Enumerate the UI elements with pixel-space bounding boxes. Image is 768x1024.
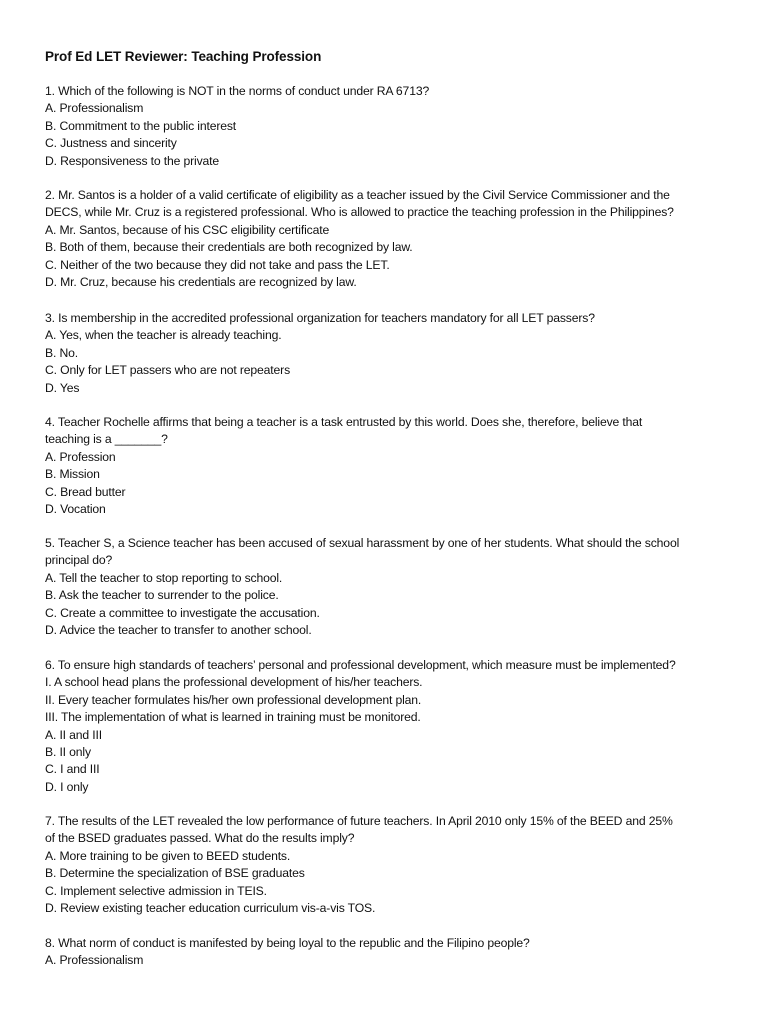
question-6-statement-2: II. Every teacher formulates his/her own professional development plan. (45, 692, 422, 707)
question-6-choice-b: B. II only (45, 745, 91, 760)
question-2-stem: 2. Mr. Santos is a holder of a valid certificate of eligibility as a teacher issued by the Civil Service Commissioner and the (45, 188, 670, 202)
question-6-choice-a: A. II and III (45, 727, 102, 742)
question-1-stem: 1. Which of the following is NOT in the norms of conduct under RA 6713? (45, 84, 430, 98)
question-8-stem: 8. What norm of conduct is manifested by being loyal to the republic and the Filipino people? (45, 936, 530, 950)
question-5-choice-b: B. Ask the teacher to surrender to the police. (45, 588, 279, 603)
question-6-stem: 6. To ensure high standards of teachers’ personal and professional development, which measure must be implemented? (45, 658, 676, 672)
question-4-choice-b: B. Mission (45, 467, 100, 482)
question-2 (45, 187, 735, 291)
question-4 (45, 414, 735, 518)
question-3-choice-b: B. No. (45, 345, 78, 360)
question-6-choice-d: D. I only (45, 779, 89, 794)
question-8-choice-a: A. Professionalism (45, 953, 144, 968)
question-2-choice-d: D. Mr. Cruz, because his credentials are recognized by law. (45, 275, 357, 290)
question-1-choice-c: C. Justness and sincerity (45, 136, 177, 151)
question-4-choice-d: D. Vocation (45, 502, 106, 517)
question-6-choice-c: C. I and III (45, 762, 100, 777)
question-5-choice-a: A. Tell the teacher to stop reporting to school. (45, 570, 283, 585)
document-title: Prof Ed LET Reviewer: Teaching Profession (45, 49, 322, 64)
question-3 (45, 310, 735, 397)
question-5 (45, 535, 735, 639)
question-4-choice-c: C. Bread butter (45, 484, 126, 499)
question-7 (45, 813, 735, 917)
question-5-stem: 5. Teacher S, a Science teacher has been accused of sexual harassment by one of her students. What should the school (45, 536, 680, 550)
question-1-choice-b: B. Commitment to the public interest (45, 118, 237, 133)
question-7-choice-d: D. Review existing teacher education curriculum vis-a-vis TOS. (45, 901, 376, 916)
question-2-choice-a: A. Mr. Santos, because of his CSC eligibility certificate (45, 222, 330, 237)
question-6 (45, 657, 735, 796)
question-3-choice-d: D. Yes (45, 380, 80, 395)
question-4-stem: 4. Teacher Rochelle affirms that being a teacher is a task entrusted by this world. Does she, therefore, believe that (45, 415, 643, 429)
question-2-choice-c: C. Neither of the two because they did not take and pass the LET. (45, 257, 390, 272)
question-7-choice-a: A. More training to be given to BEED students. (45, 848, 291, 863)
question-4-stem-continued: teaching is a _______? (45, 432, 168, 447)
question-7-stem-continued: of the BSED graduates passed. What do the results imply? (45, 831, 355, 846)
question-5-stem-continued: principal do? (45, 553, 113, 568)
question-4-choice-a: A. Profession (45, 449, 116, 464)
question-3-stem: 3. Is membership in the accredited professional organization for teachers mandatory for all LET passers? (45, 311, 595, 325)
question-1-choice-d: D. Responsiveness to the private (45, 153, 220, 168)
question-3-choice-a: A. Yes, when the teacher is already teaching. (45, 328, 282, 343)
question-5-choice-c: C. Create a committee to investigate the accusation. (45, 605, 320, 620)
question-1 (45, 83, 735, 170)
question-2-choice-b: B. Both of them, because their credentials are both recognized by law. (45, 240, 413, 255)
question-7-choice-c: C. Implement selective admission in TEIS. (45, 883, 267, 898)
question-7-choice-b: B. Determine the specialization of BSE graduates (45, 866, 305, 881)
question-6-statement-3: III. The implementation of what is learned in training must be monitored. (45, 710, 421, 725)
question-8 (45, 935, 735, 970)
question-7-stem: 7. The results of the LET revealed the low performance of future teachers. In April 2010 only 15% of the BEED and 25% (45, 814, 673, 828)
question-3-choice-c: C. Only for LET passers who are not repeaters (45, 363, 291, 378)
question-2-stem-continued: DECS, while Mr. Cruz is a registered professional. Who is allowed to practice the teaching profession in the Philippines? (45, 205, 674, 220)
question-1-choice-a: A. Professionalism (45, 101, 144, 116)
question-6-statement-1: I. A school head plans the professional development of his/her teachers. (45, 675, 423, 690)
question-5-choice-d: D. Advice the teacher to transfer to another school. (45, 623, 312, 638)
